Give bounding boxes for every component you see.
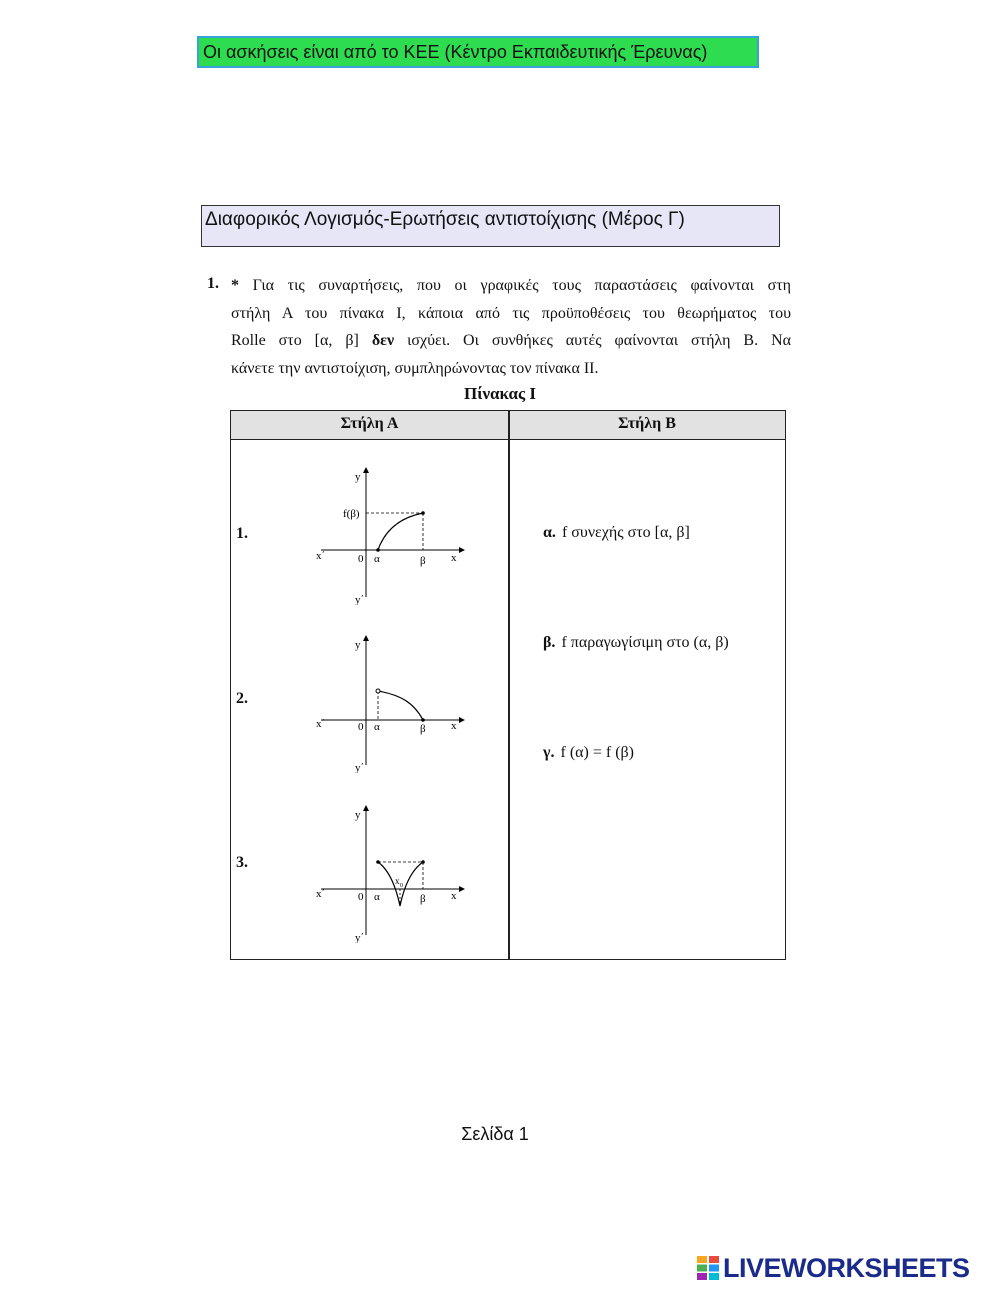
option-gamma-text: f (α) = f (β) bbox=[560, 744, 634, 761]
question-line-3a: Rolle στο [α, β] bbox=[231, 332, 372, 349]
point-alpha bbox=[376, 860, 380, 864]
label-x0-sub: 0 bbox=[400, 883, 403, 889]
graph-1 bbox=[311, 465, 471, 605]
liveworksheets-logo-icon bbox=[697, 1256, 719, 1280]
open-point-alpha bbox=[376, 689, 380, 693]
row-number-1: 1. bbox=[236, 525, 248, 542]
question-line-3-bold: δεν bbox=[371, 332, 395, 349]
page-number: Σελίδα 1 bbox=[461, 1124, 529, 1144]
section-title: Διαφορικός Λογισμός-Ερωτήσεις αντιστοίχισης (Μέρος Γ) bbox=[201, 205, 780, 247]
label-x-neg: x΄ bbox=[316, 718, 326, 730]
option-gamma-label: γ. bbox=[543, 744, 555, 761]
label-x: x bbox=[451, 552, 457, 564]
option-gamma bbox=[543, 744, 634, 762]
label-beta: β bbox=[420, 893, 426, 905]
question-number-text: 1. bbox=[207, 275, 219, 292]
column-a-header: Στήλη Α bbox=[340, 415, 399, 432]
label-y: y bbox=[355, 639, 361, 651]
row-number-3: 3. bbox=[236, 854, 248, 871]
label-alpha: α bbox=[374, 891, 380, 903]
graph-3 bbox=[311, 803, 471, 943]
option-beta-label: β. bbox=[543, 634, 556, 651]
curve-2 bbox=[378, 691, 423, 720]
label-y: y bbox=[355, 471, 361, 483]
option-alpha-text: f συνεχής στο [α, β] bbox=[561, 524, 690, 541]
liveworksheets-logo bbox=[697, 1254, 997, 1286]
matching-table bbox=[230, 410, 786, 960]
question-line-4: κάνετε την αντιστοίχιση, συμπληρώνοντας τον πίνακα ΙΙ. bbox=[231, 359, 599, 377]
row-number-2: 2. bbox=[236, 690, 248, 707]
question-number bbox=[207, 275, 219, 293]
option-beta-text: f παραγωγίσιμη στο (α, β) bbox=[561, 634, 729, 651]
column-divider bbox=[508, 411, 510, 959]
point-beta bbox=[421, 511, 425, 515]
graph-2 bbox=[311, 633, 471, 773]
liveworksheets-logo-text: LIVEWORKSHEETS bbox=[723, 1253, 970, 1283]
label-beta: β bbox=[420, 555, 426, 567]
question-star: * bbox=[231, 277, 239, 294]
label-x: x bbox=[451, 720, 457, 732]
y-axis-arrow bbox=[363, 805, 369, 811]
label-f-beta: f(β) bbox=[343, 508, 360, 520]
label-x: x bbox=[451, 890, 457, 902]
label-origin: 0 bbox=[358, 553, 364, 565]
label-origin: 0 bbox=[358, 891, 364, 903]
column-b-header: Στήλη Β bbox=[618, 415, 676, 432]
label-beta: β bbox=[420, 723, 426, 735]
option-alpha bbox=[543, 524, 690, 542]
question-line-1-text: Για τις συναρτήσεις, που οι γραφικές τους παραστάσεις φαίνονται στη bbox=[252, 277, 792, 294]
label-y: y bbox=[355, 809, 361, 821]
question-line-1 bbox=[231, 272, 791, 300]
label-y-neg: y΄ bbox=[355, 932, 365, 943]
y-axis-arrow bbox=[363, 635, 369, 641]
question-text bbox=[231, 272, 791, 382]
y-axis-arrow bbox=[363, 467, 369, 473]
curve-1 bbox=[378, 513, 423, 550]
label-x-neg: x΄ bbox=[316, 550, 326, 562]
option-alpha-label: α. bbox=[543, 524, 556, 541]
label-x0: x bbox=[395, 876, 400, 886]
option-beta bbox=[543, 634, 729, 652]
point-alpha bbox=[376, 548, 380, 552]
label-alpha: α bbox=[374, 553, 380, 565]
question-line-3 bbox=[231, 327, 791, 355]
x-axis-arrow bbox=[459, 717, 465, 723]
point-beta bbox=[421, 718, 425, 722]
question-line-3b: ισχύει. Οι συνθήκες αυτές φαίνονται στήλη Β. Να bbox=[394, 332, 791, 349]
label-y-neg: y΄ bbox=[355, 762, 365, 773]
label-alpha: α bbox=[374, 721, 380, 733]
label-origin: 0 bbox=[358, 721, 364, 733]
x-axis-arrow bbox=[459, 547, 465, 553]
source-banner: Οι ασκήσεις είναι από το ΚΕΕ (Κέντρο Εκπαιδευτικής Έρευνας) bbox=[197, 36, 759, 68]
question-line-2: στήλη Α του πίνακα Ι, κάποια από τις προϋποθέσεις του θεωρήματος του bbox=[231, 304, 791, 322]
point-beta bbox=[421, 860, 425, 864]
label-y-neg: y΄ bbox=[355, 594, 365, 605]
x-axis-arrow bbox=[459, 886, 465, 892]
table-title: Πίνακας Ι bbox=[463, 384, 537, 403]
label-x-neg: x΄ bbox=[316, 888, 326, 900]
